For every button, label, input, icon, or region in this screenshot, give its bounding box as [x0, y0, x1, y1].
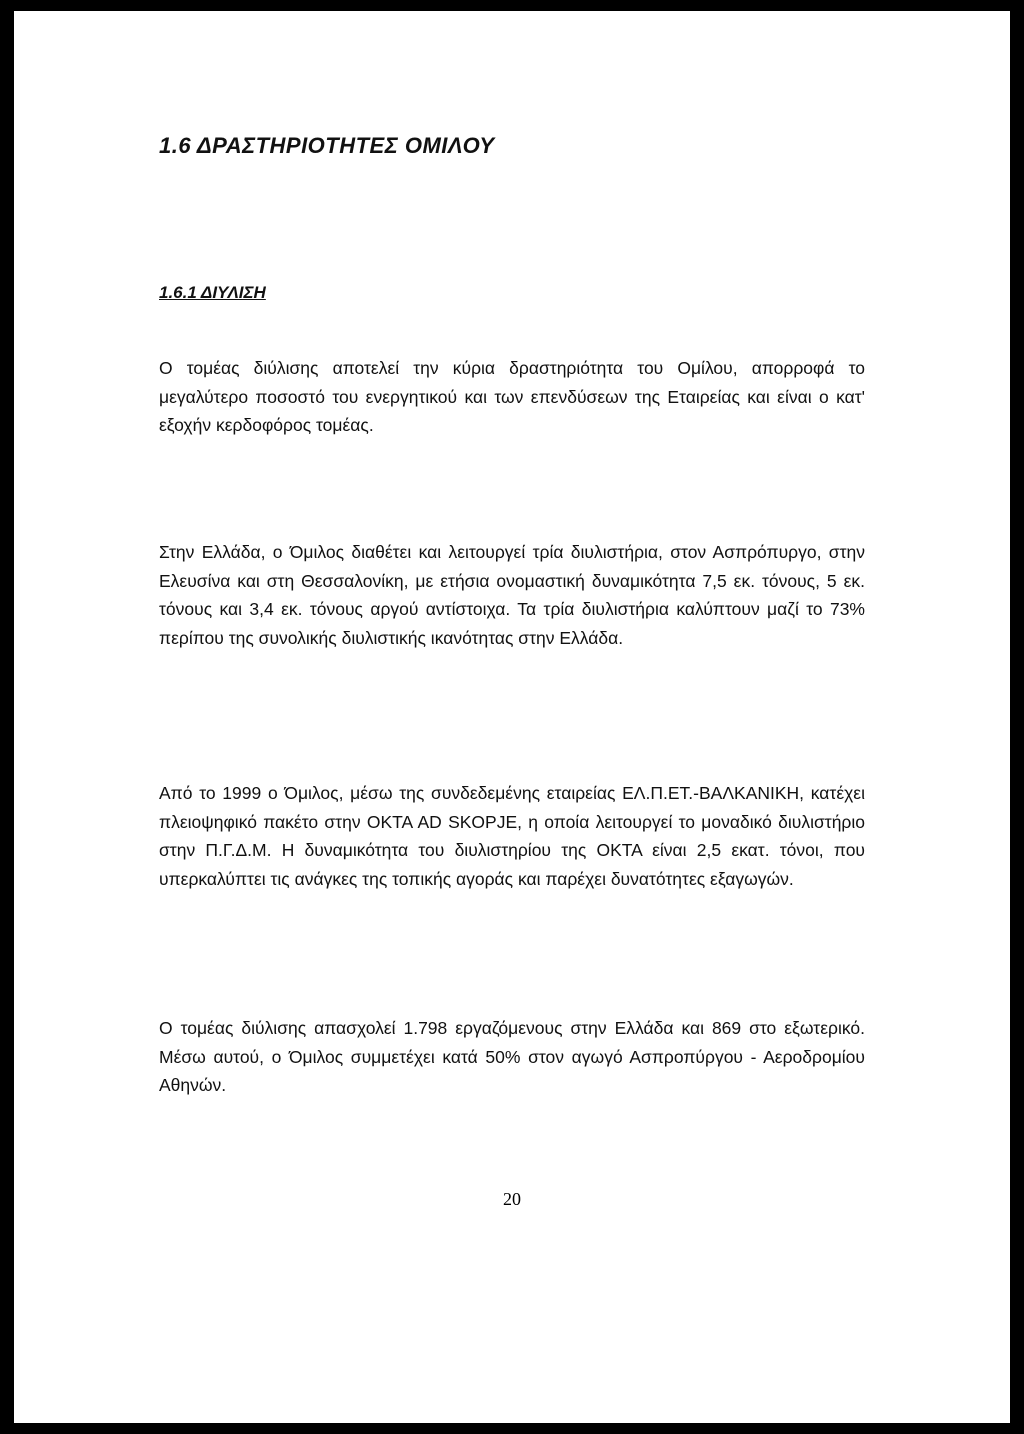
- page-number: 20: [503, 1189, 521, 1209]
- paragraph-employees: Ο τομέας διύλισης απασχολεί 1.798 εργαζόμενους στην Ελλάδα και 869 στο εξωτερικό. Μέσω αυτού, ο Όμιλος συμμετέχει κατά 50% στον αγωγό Ασπροπύργου - Αεροδρομίου Αθηνών.: [159, 1018, 865, 1095]
- page-content: [159, 131, 865, 1095]
- paragraph-refining-sector: Ο τομέας διύλισης αποτελεί την κύρια δραστηριότητα του Ομίλου, απορροφά το μεγαλύτερο ποσοστό του ενεργητικού και των επενδύσεων της Εταιρείας και είναι ο κατ' εξοχήν κερδοφόρος τομέας.: [159, 358, 865, 435]
- paragraph-refineries-greece: Στην Ελλάδα, ο Όμιλος διαθέτει και λειτουργεί τρία διυλιστήρια, στον Ασπρόπυργο, στην Ελευσίνα και στη Θεσσαλονίκη, με ετήσια ονομαστική δυναμικότητα 7,5 εκ. τόνους, 5 εκ. τόνους και 3,4 εκ. τόνους αργού αντίστοιχα. Τα τρία διυλιστήρια καλύπτουν μαζί το 73% περίπου της συνολικής διυλιστικής ικανότητας στην Ελλάδα.: [159, 542, 865, 648]
- paragraph-okta-skopje: Από το 1999 ο Όμιλος, μέσω της συνδεδεμένης εταιρείας ΕΛ.Π.ΕΤ.-ΒΑΛΚΑΝΙΚΗ, κατέχει πλειοψηφικό πακέτο στην OKTA AD SKOPJE, η οποία λειτουργεί το μοναδικό διυλιστήριο στην Π.Γ.Δ.Μ. Η δυναμικότητα του διυλιστηρίου της OKTA είναι 2,5 εκατ. τόνοι, που υπερκαλύπτει τις ανάγκες της τοπικής αγοράς και παρέχει δυνατότητες εξαγωγών.: [159, 783, 865, 889]
- section-title: 1.6 ΔΡΑΣΤΗΡΙΟΤΗΤΕΣ ΟΜΙΛΟΥ: [159, 133, 495, 158]
- subsection-title: 1.6.1 ΔΙΥΛΙΣΗ: [159, 283, 266, 302]
- document-page: [14, 11, 1010, 1423]
